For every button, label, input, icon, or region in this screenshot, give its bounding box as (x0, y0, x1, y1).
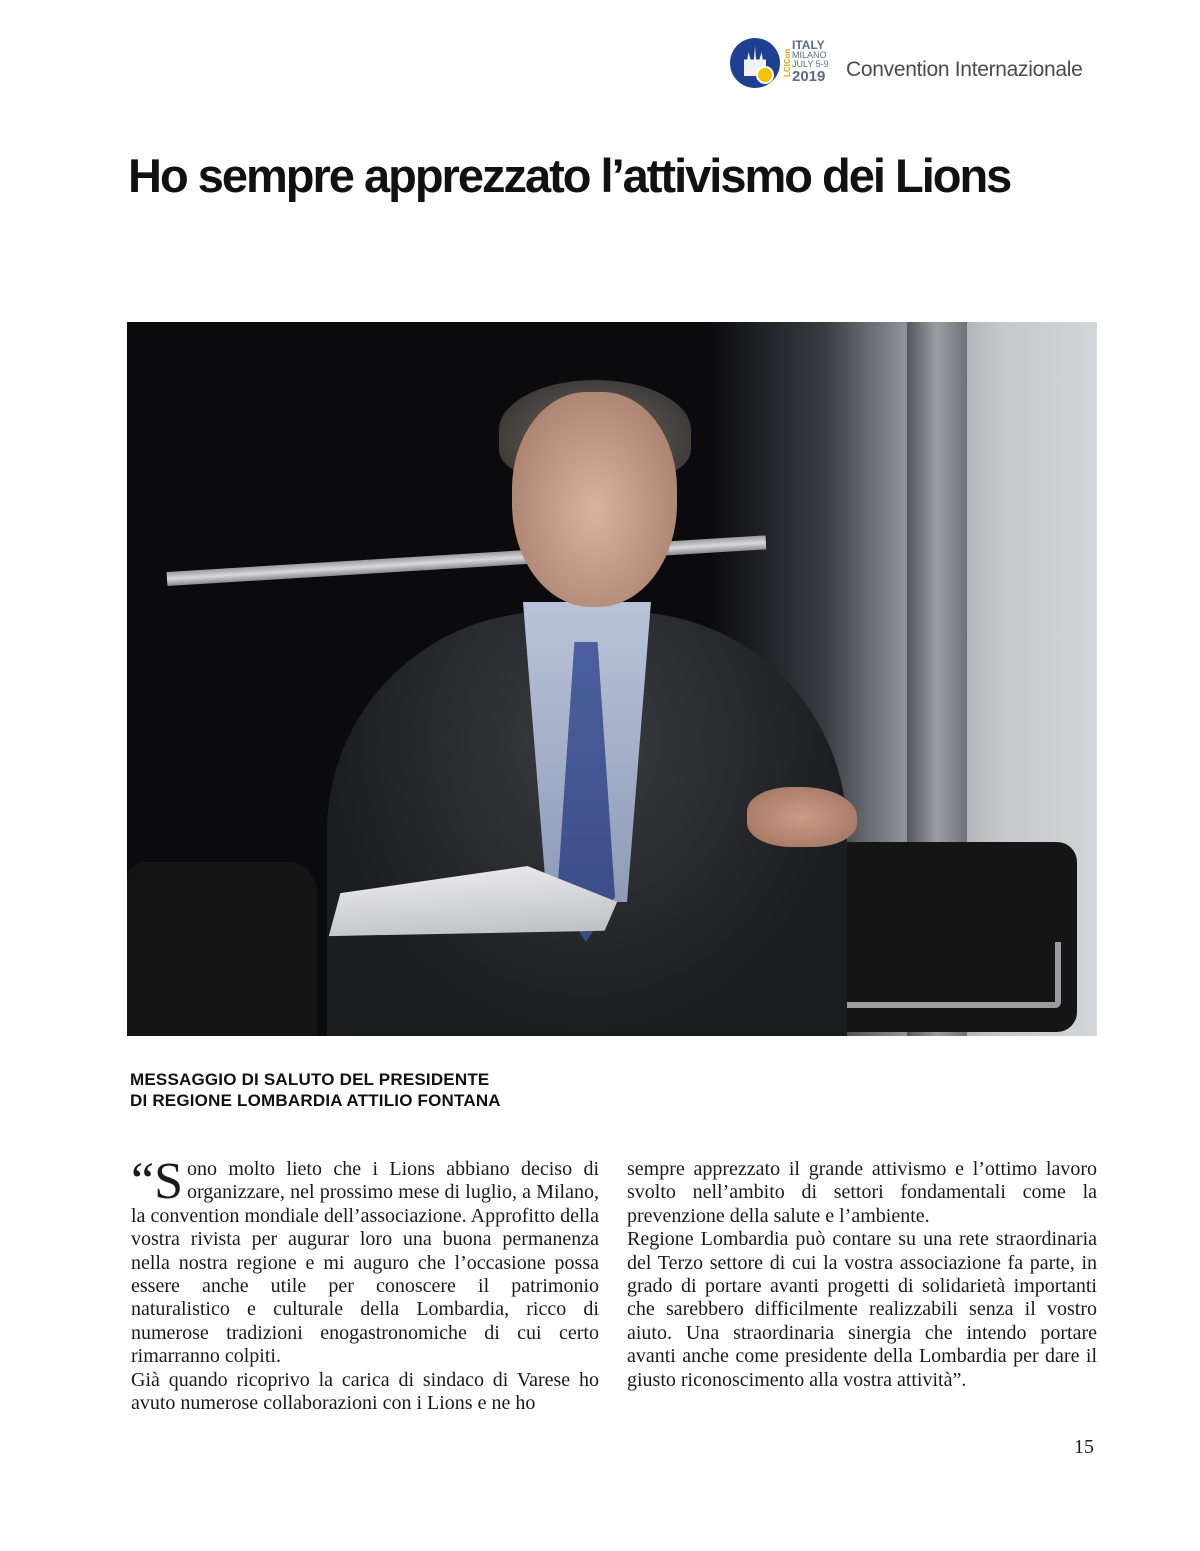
photo-caption (130, 1069, 501, 1111)
page-number: 15 (1074, 1436, 1094, 1458)
section-title: Convention Internazionale (846, 58, 1083, 81)
logo-year: 2019 (792, 68, 826, 85)
logo-country: ITALY (792, 38, 825, 52)
paragraph-text: ono molto lieto che i Lions abbiano deciso di organizzare, nel prossimo mese di luglio, a Milano, la convention mondiale dell’associazione. Approfitto della vostra rivista per augurar loro una buona permanenza nella nostra regione e mi auguro che l’occasione possa essere anche utile per conoscere il patrimonio naturalistico e culturale della Lombardia, ricco di numerose tradizioni enogastronomiche di cui certo rimarranno colpiti. (131, 1158, 599, 1368)
drop-cap: “S (131, 1153, 183, 1210)
body-paragraph: Regione Lombardia può contare su una rete straordinaria del Terzo settore di cui la vostra associazione fa parte, in grado di portare avanti progetti di solidarietà importanti che sarebbero difficilmente realizzabili senza il vostro aiuto. Una straordinaria sinergia che intendo portare avanti anche come presidente della Lombardia per dare il giusto riconoscimento alla vostra attività”. (627, 1228, 1097, 1391)
lions-emblem-icon (756, 66, 774, 84)
logo-vertical-text: LCICon (783, 48, 792, 78)
body-paragraph: sempre apprezzato il grande attivismo e l’ottimo lavoro svolto nell’ambito di settori fondamentali come la prevenzione della salute e l’ambiente. (627, 1158, 1097, 1227)
body-paragraph (131, 1153, 599, 1369)
article-column-right (627, 1158, 1097, 1392)
logo-dates: JULY 5-9 (792, 59, 829, 69)
page-header (728, 38, 1108, 90)
caption-line-2: DI REGIONE LOMBARDIA ATTILIO FONTANA (130, 1091, 501, 1110)
caption-line-1: MESSAGGIO DI SALUTO DEL PRESIDENTE (130, 1070, 490, 1089)
lcicon-logo-icon (730, 38, 780, 88)
logo-text (792, 39, 829, 84)
article-column-left (131, 1153, 599, 1415)
body-paragraph: Già quando ricoprivo la carica di sindaco di Varese ho avuto numerose collaborazioni con i Lions e ne ho (131, 1368, 599, 1415)
article-photo (127, 322, 1097, 1036)
article-title: Ho sempre apprezzato l’attivismo dei Lions (128, 149, 1011, 202)
logo-city: MILANO (792, 50, 827, 60)
